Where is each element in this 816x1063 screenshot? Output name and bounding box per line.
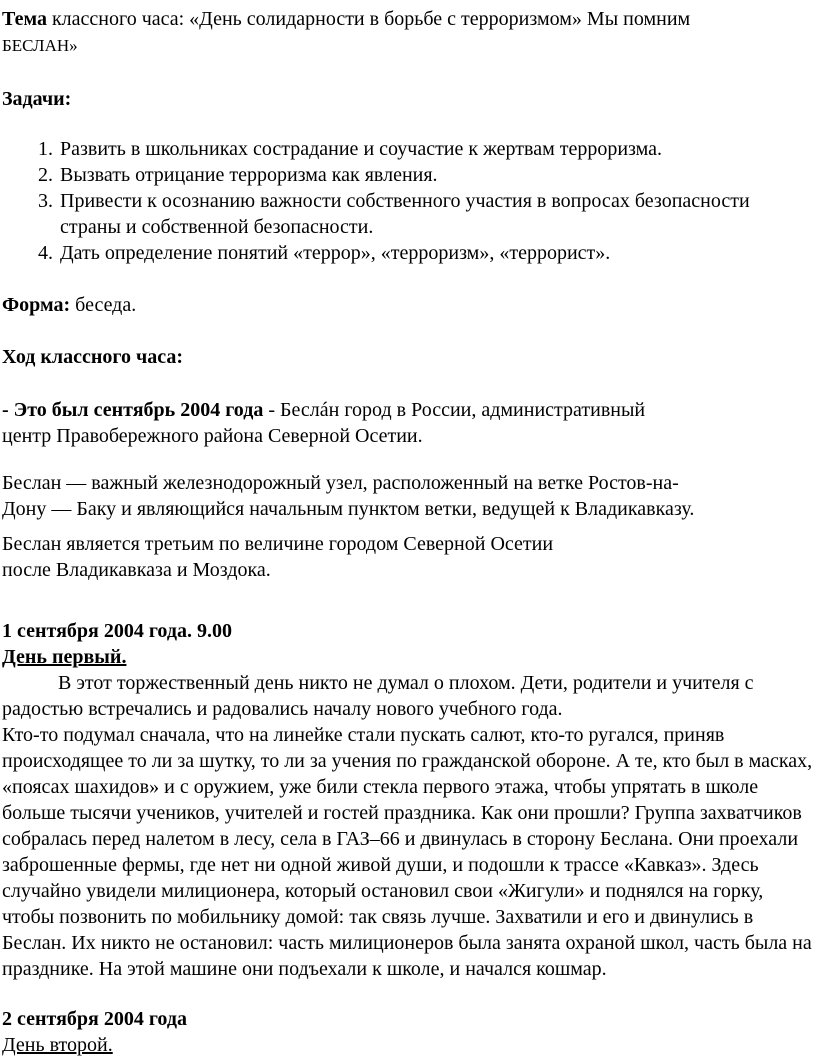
tasks-list: [2, 136, 814, 266]
day1-subtitle: День первый.: [2, 646, 127, 668]
task-item: 2. Вызвать отрицание терроризма как явления.: [58, 162, 814, 188]
task-item: 4. Дать определение понятий «террор», «терроризм», «террорист».: [58, 240, 814, 266]
intro-bold: - Это был сентябрь 2004 года: [2, 399, 264, 421]
intro-rest-1: - Беслáн город в России, административный: [263, 399, 646, 421]
form-label: Форма:: [2, 294, 71, 316]
tasks-heading: Задачи:: [2, 88, 72, 110]
course-heading: Ход классного часа:: [2, 346, 184, 368]
title-label: Тема: [2, 8, 47, 30]
form-value: беседа.: [70, 294, 137, 316]
task-item: 1. Развить в школьниках сострадание и соучастие к жертвам терроризма.: [58, 136, 814, 162]
beslan-paragraph-1: Беслан — важный железнодорожный узел, расположенный на ветке Ростов-на- Дону — Баку и являющийся начальным пунктом ветки, ведущей к Владикавказу.: [2, 472, 695, 520]
day2-subtitle: День второй.: [2, 1034, 113, 1056]
task-item: 3. Привести к осознанию важности собственного участия в вопросах безопасности страны и собственной безопасности.: [58, 188, 814, 240]
day1-date: 1 сентября 2004 года. 9.00: [2, 620, 232, 642]
form-line: [2, 292, 814, 318]
intro-paragraph: [2, 397, 814, 449]
page-title: [2, 6, 814, 59]
title-text: классного часа: «День солидарности в борьбе с терроризмом» Мы помним: [46, 8, 691, 30]
day1-paragraph-1: В этот торжественный день никто не думал о плохом. Дети, родители и учителя с радостью встречались и радовались началу нового учебного года.: [2, 672, 754, 720]
beslan-paragraph-2: Беслан является третьим по величине городом Северной Осетии после Владикавказа и Моздока.: [2, 533, 554, 581]
title-tail: БЕСЛАН»: [2, 36, 78, 55]
day1-paragraph-2: Кто-то подумал сначала, что на линейке стали пускать салют, кто-то ругался, приняв происходящее то ли за шутку, то ли за учения по гражданской обороне. А те, кто был в масках, «поясах шахидов» и с оружием, уже били стекла первого этажа, чтобы упрятать в школе больше тысячи учеников, учителей и гостей праздника. Как они прошли? Группа захватчиков собралась перед налетом в лесу, села в ГАЗ–66 и двинулась в сторону Беслана. Они проехали заброшенные фермы, где нет ни одной живой души, и подошли к трассе «Кавказ». Здесь случайно увидели милиционера, который остановил свои «Жигули» и поднялся на горку, чтобы позвонить по мобильнику домой: так связь лучше. Захватили и его и двинулись в Беслан. Их никто не остановил: часть милиционеров была занята охраной школ, часть была на празднике. На этой машине они подъехали к школе, и начался кошмар.: [2, 724, 813, 980]
intro-rest-2: центр Правобережного района Северной Осетии.: [2, 425, 423, 447]
day2-date: 2 сентября 2004 года: [2, 1008, 187, 1030]
